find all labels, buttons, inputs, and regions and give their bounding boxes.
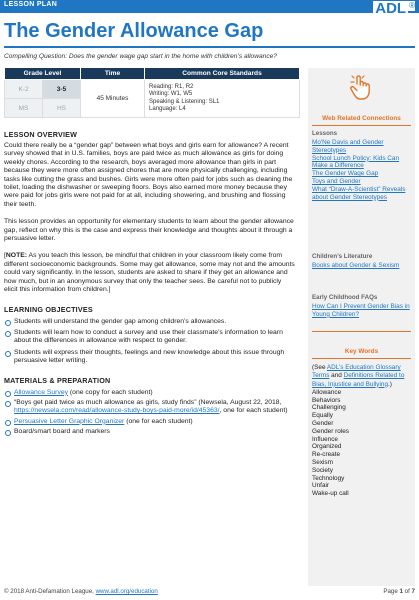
material-text: (one copy for each student)	[68, 388, 153, 396]
lesson-link[interactable]: The Gender Wage Gap	[312, 170, 379, 178]
header-grade-level: Grade Level	[5, 68, 81, 80]
overview-heading: LESSON OVERVIEW	[4, 130, 78, 139]
keyword-item: Society	[312, 466, 333, 474]
page-title: The Gender Allowance Gap	[4, 20, 264, 42]
grade-3-5: 3-5	[43, 80, 81, 99]
sidebar	[308, 68, 415, 588]
time-value: 45 Minutes	[81, 80, 145, 118]
adl-logo-mark: ®	[409, 1, 415, 10]
keyword-item: Influence	[312, 435, 338, 443]
main-column	[4, 130, 296, 437]
materials-heading: MATERIALS & PREPARATION	[4, 375, 111, 385]
overview-paragraph-1: Could there really be a “gender gap” between what boys and girls earn for allowance? A recent survey showed that in U.S. families, boys are paid twice as much allowance as girls for doing weekly chores. According to the research, boys averaged more allowance than girls in part because they were more often assigned chores that are more physically challenging, including tasks like cutting the grass and bushes. Girls were more often paid for jobs such as cleaning the toilet, loading the dishwasher or sweeping floors. Boys also earned more money because they were paid for jobs girls were not paid for at all, including showering, and brushing and flossing their teeth.	[4, 142, 293, 208]
keywords-top-divider	[312, 331, 411, 332]
page-indicator	[383, 588, 415, 595]
keyword-item: Allowance	[312, 388, 342, 396]
note-text: As you teach this lesson, be mindful that children in your classroom likely come from different socioeconomic backgrounds. Some may get allowance, some may not and the amounts could vary significantly. In the lesson, students are asked to share if they get an allowance and how much, but in an anonymous survey that only the teacher sees. Be careful not to publicly elicit this information from children.]	[4, 252, 295, 294]
adl-logo	[373, 1, 415, 20]
literature-links	[312, 262, 412, 270]
standards-list	[145, 80, 300, 118]
newsela-article-link[interactable]: https://newsela.com/read/allowance-study-boys-paid-more/id/45363/	[14, 407, 220, 415]
title-divider	[4, 46, 415, 48]
grade-hs: HS	[43, 99, 81, 118]
keyword-item: Equally	[312, 412, 333, 420]
objective-item: Students will understand the gender gap among children’s allowances.	[4, 318, 296, 326]
objective-item: Students will express their thoughts, feelings and new knowledge about this issue through persuasive letter writing.	[4, 349, 296, 366]
page-of: of	[402, 588, 412, 595]
adl-logo-text: ADL	[375, 0, 407, 17]
standards-table	[4, 67, 300, 118]
note-bracket: [	[4, 252, 6, 260]
lesson-link[interactable]: What “Draw-A-Scientist” Reveals about Gender Stereotypes	[312, 185, 406, 201]
standard-language: Language: L4	[149, 106, 186, 112]
material-item	[4, 399, 296, 416]
material-item	[4, 418, 296, 426]
lesson-link[interactable]: Mo'Ne Davis and Gender Stereotypes	[312, 139, 384, 154]
header-time: Time	[81, 68, 145, 80]
keywords-intro-text: .)	[388, 380, 392, 388]
material-text: (one for each student)	[124, 417, 193, 425]
keyword-item: Gender roles	[312, 427, 349, 435]
keywords-intro	[312, 364, 412, 389]
keyword-item: Unfair	[312, 482, 330, 490]
hand-pointer-icon	[348, 74, 372, 102]
definitions-link[interactable]: Definitions Related to Bias, Injustice and Bullying	[312, 372, 405, 388]
keyword-item: Technology	[312, 474, 345, 482]
material-item	[4, 389, 296, 397]
material-item: Board/smart board and markers	[4, 428, 296, 436]
header-standards: Common Core Standards	[145, 68, 300, 80]
standard-reading: Reading: R1, R2	[149, 83, 194, 90]
objective-item: Students will learn how to conduct a survey and use their classmate’s information to learn about the differences in allowance with respect to gender.	[4, 329, 296, 346]
page-total: 7	[411, 588, 415, 595]
materials-list	[4, 389, 296, 437]
early-childhood-links	[312, 303, 412, 319]
page-number: 1	[399, 588, 403, 595]
graphic-organizer-link[interactable]: Persuasive Letter Graphic Organizer	[14, 417, 125, 425]
glossary-link[interactable]: ADL’s Education Glossary Terms	[312, 364, 401, 380]
literature-link[interactable]: Books about Gender & Sexism	[312, 262, 400, 269]
keyword-item: Organized	[312, 443, 342, 451]
objectives-list	[4, 318, 296, 366]
early-childhood-link[interactable]: How Can I Prevent Gender Bias in Young Children?	[312, 303, 410, 318]
compelling-question: Compelling Question: Does the gender wage gap start in the home with children’s allowance?	[4, 53, 277, 60]
lesson-link[interactable]: School Lunch Policy: Kids Can Make a Difference	[312, 154, 400, 170]
overview-paragraph-2: This lesson provides an opportunity for elementary students to learn about the gender allowance gap, reflect on why this is the case and express their knowledge and thoughts about it through a persuasive letter.	[4, 218, 294, 243]
keyword-item: Challenging	[312, 404, 346, 412]
material-text: “Boys get paid twice as much allowance as girls, study finds” (Newsela, August 22, 2018,	[14, 398, 282, 406]
allowance-survey-link[interactable]: Allowance Survey	[14, 388, 69, 396]
lesson-plan-label: LESSON PLAN	[4, 1, 58, 8]
keywords-heading: Key Words	[344, 348, 379, 355]
overview-note	[4, 252, 296, 294]
keyword-item: Behaviors	[312, 396, 341, 404]
grade-k2: K-2	[5, 80, 43, 99]
keyword-item: Sexism	[312, 459, 333, 467]
childrens-literature-label: Children’s Literature	[312, 253, 373, 260]
material-text: , one for each student)	[219, 407, 288, 415]
keywords-divider	[312, 358, 411, 359]
header-bar	[0, 0, 419, 13]
lessons-links	[312, 139, 412, 201]
grade-ms: MS	[5, 99, 43, 118]
standard-speaking: Speaking & Listening: SL1	[149, 98, 220, 105]
footer	[4, 588, 415, 595]
lessons-label: Lessons	[312, 130, 338, 137]
keyword-item: Gender	[312, 420, 334, 428]
keyword-item: Re-create	[312, 451, 341, 459]
copyright-text: © 2018 Anti-Defamation League,	[4, 588, 96, 595]
standard-writing: Writing: W1, W5	[149, 91, 193, 97]
note-label: NOTE:	[5, 252, 28, 260]
objectives-heading: LEARNING OBJECTIVES	[4, 304, 93, 314]
keywords-intro-text: (See	[312, 364, 327, 371]
early-childhood-label: Early Childhood FAQs	[312, 294, 378, 301]
keyword-item: Wake-up call	[312, 490, 349, 498]
web-connections-heading: Web Related Connections	[322, 115, 401, 122]
web-connections-divider	[312, 125, 411, 126]
keywords-section	[312, 364, 412, 498]
page-prefix: Page	[383, 588, 400, 595]
keywords-intro-text: and	[329, 372, 344, 380]
adl-education-link[interactable]: www.adl.org/education	[95, 588, 158, 595]
lesson-link[interactable]: Toys and Gender	[312, 177, 361, 185]
